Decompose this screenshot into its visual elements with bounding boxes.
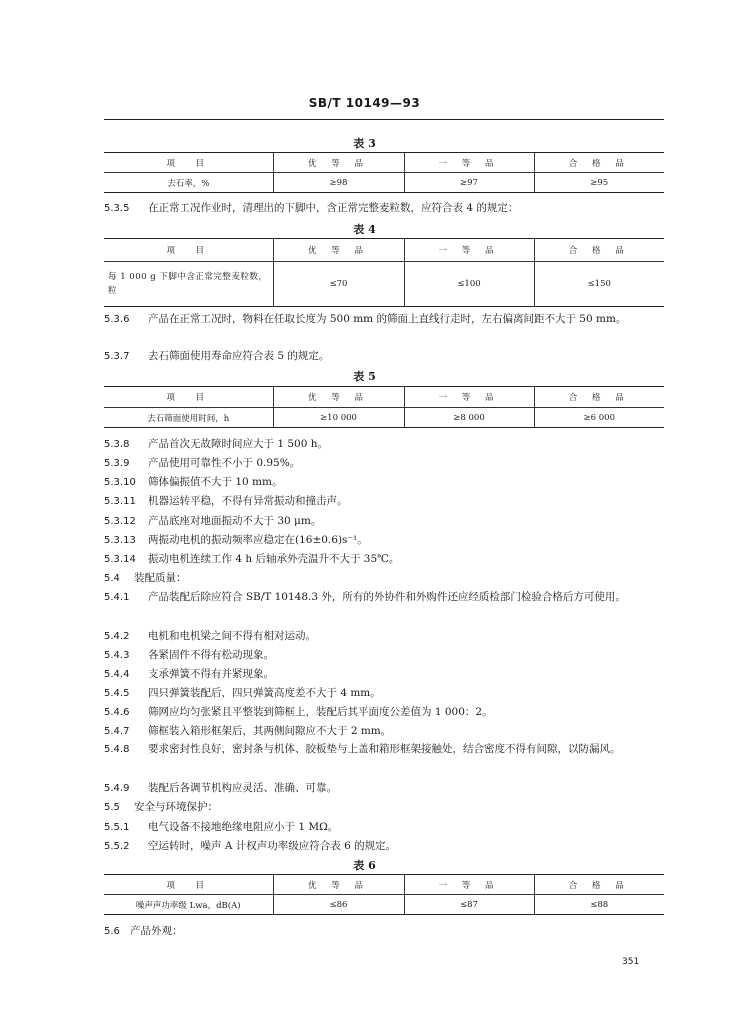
clause-text: 各紧固件不得有松动现象。 bbox=[148, 649, 274, 661]
clause-5-3-7 bbox=[104, 349, 664, 364]
clause-5-5-1 bbox=[104, 820, 664, 835]
section-5-6 bbox=[104, 924, 664, 939]
clause-number: 5.5.2 bbox=[104, 841, 130, 852]
clause-5-4-2 bbox=[104, 629, 664, 644]
table6-col-first: 一 等 品 bbox=[404, 875, 534, 895]
table6-cell-superior: ≤86 bbox=[273, 895, 404, 915]
clause-5-4-1 bbox=[104, 588, 664, 607]
table3-caption: 表 3 bbox=[353, 137, 376, 150]
clause-number: 5.3.11 bbox=[104, 496, 136, 507]
table-row bbox=[104, 262, 664, 307]
clause-5-3-9 bbox=[104, 456, 664, 471]
table5-cell-qualified: ≥6 000 bbox=[534, 408, 664, 428]
table5-col-item: 项 目 bbox=[104, 387, 273, 408]
clause-number: 5.4.1 bbox=[104, 592, 130, 603]
clause-5-4-3 bbox=[104, 648, 664, 663]
table3-cell-item: 去石率，% bbox=[104, 173, 273, 193]
clause-5-4-8 bbox=[104, 740, 664, 759]
clause-number: 5.5 bbox=[104, 802, 120, 813]
clause-number: 5.3.6 bbox=[104, 314, 130, 325]
clause-text: 产品首次无故障时间应大于 1 500 h。 bbox=[148, 438, 328, 450]
table5-caption: 表 5 bbox=[353, 370, 376, 383]
clause-number: 5.3.7 bbox=[104, 351, 130, 362]
clause-text: 产品外观： bbox=[130, 925, 183, 937]
table3-cell-superior: ≥98 bbox=[273, 173, 404, 193]
clause-number: 5.3.12 bbox=[104, 516, 136, 527]
table5-col-qualified: 合 格 品 bbox=[534, 387, 664, 408]
clause-text: 振动电机连续工作 4 h 后轴承外壳温升不大于 35℃。 bbox=[148, 553, 400, 565]
clause-text: 产品在正常工况时，物料在任取长度为 500 mm 的筛面上直线行走时，左右偏离间距不大于 50 mm。 bbox=[148, 313, 627, 325]
page-number: 351 bbox=[622, 957, 640, 967]
clause-number: 5.4 bbox=[104, 573, 120, 584]
section-5-4 bbox=[104, 571, 664, 586]
table4 bbox=[104, 238, 664, 307]
clause-number: 5.4.4 bbox=[104, 669, 130, 680]
clause-number: 5.5.1 bbox=[104, 822, 130, 833]
clause-5-3-11 bbox=[104, 494, 664, 509]
table4-header-row bbox=[104, 239, 664, 262]
clause-number: 5.4.7 bbox=[104, 726, 130, 737]
clause-text: 筛体偏振值不大于 10 mm。 bbox=[148, 476, 283, 488]
clause-text: 两振动电机的振动频率应稳定在(16±0.6)s⁻¹。 bbox=[148, 534, 368, 546]
clause-number: 5.3.13 bbox=[104, 535, 136, 546]
clause-5-5-2 bbox=[104, 839, 664, 854]
clause-text: 电气设备不接地绝缘电阻应小于 1 MΩ。 bbox=[148, 821, 339, 833]
clause-text: 在正常工况作业时，清理出的下脚中，含正常完整麦粒数，应符合表 4 的规定： bbox=[148, 202, 519, 214]
table-row bbox=[104, 173, 664, 193]
clause-text: 装配质量： bbox=[134, 572, 187, 584]
clause-5-3-13 bbox=[104, 533, 664, 548]
section-5-5 bbox=[104, 800, 664, 815]
table3-col-item: 项 目 bbox=[104, 153, 273, 173]
table5-header-row bbox=[104, 387, 664, 408]
table6-cell-item: 噪声声功率级 Lwa，dB(A) bbox=[104, 895, 273, 915]
table-row bbox=[104, 895, 664, 915]
clause-text: 产品使用可靠性不小于 0.95%。 bbox=[148, 457, 301, 469]
clause-number: 5.3.14 bbox=[104, 554, 136, 565]
table4-cell-item: 每 1 000 g 下脚中含正常完整麦粒数，粒 bbox=[104, 262, 273, 307]
table6-col-item: 项 目 bbox=[104, 875, 273, 895]
clause-number: 5.4.2 bbox=[104, 631, 130, 642]
table4-cell-qualified: ≤150 bbox=[534, 262, 664, 307]
table5-cell-first: ≥8 000 bbox=[404, 408, 534, 428]
table6-cell-qualified: ≤88 bbox=[534, 895, 664, 915]
table6 bbox=[104, 874, 664, 915]
table4-col-qualified: 合 格 品 bbox=[534, 239, 664, 262]
clause-5-4-9 bbox=[104, 781, 664, 796]
clause-text: 机器运转平稳，不得有异常振动和撞击声。 bbox=[148, 495, 348, 507]
standard-number-header: SB/T 10149—93 bbox=[308, 96, 421, 110]
table5-cell-item: 去石筛面使用时间，h bbox=[104, 408, 273, 428]
clause-5-3-14 bbox=[104, 552, 664, 567]
clause-text: 产品装配后除应符合 SB/T 10148.3 外，所有的外协件和外购件还应经质检部门检验合格后方可使用。 bbox=[148, 591, 626, 603]
table3-col-superior: 优 等 品 bbox=[273, 153, 404, 173]
clause-number: 5.6 bbox=[104, 926, 120, 937]
table3-header-row bbox=[104, 153, 664, 173]
clause-number: 5.3.8 bbox=[104, 439, 130, 450]
table4-col-superior: 优 等 品 bbox=[273, 239, 404, 262]
table3 bbox=[104, 152, 664, 193]
clause-5-4-6 bbox=[104, 705, 664, 720]
clause-text: 装配后各调节机构应灵活、准确、可靠。 bbox=[148, 782, 337, 794]
table3-col-first: 一 等 品 bbox=[404, 153, 534, 173]
table4-col-item: 项 目 bbox=[104, 239, 273, 262]
clause-number: 5.4.6 bbox=[104, 707, 130, 718]
table5-col-superior: 优 等 品 bbox=[273, 387, 404, 408]
clause-text: 空运转时，噪声 A 计权声功率级应符合表 6 的规定。 bbox=[148, 840, 397, 852]
header-rule bbox=[104, 119, 664, 120]
clause-text: 电机和电机梁之间不得有相对运动。 bbox=[148, 630, 316, 642]
table6-cell-first: ≤87 bbox=[404, 895, 534, 915]
table4-caption: 表 4 bbox=[353, 223, 376, 236]
table6-col-qualified: 合 格 品 bbox=[534, 875, 664, 895]
clause-text: 产品底座对地面振动不大于 30 μm。 bbox=[148, 515, 322, 527]
table5-cell-superior: ≥10 000 bbox=[273, 408, 404, 428]
clause-number: 5.3.5 bbox=[104, 203, 130, 214]
table6-col-superior: 优 等 品 bbox=[273, 875, 404, 895]
clause-text: 去石筛面使用寿命应符合表 5 的规定。 bbox=[148, 350, 330, 362]
table3-cell-first: ≥97 bbox=[404, 173, 534, 193]
table3-col-qualified: 合 格 品 bbox=[534, 153, 664, 173]
table-row bbox=[104, 408, 664, 428]
clause-5-3-6 bbox=[104, 310, 664, 329]
table6-caption: 表 6 bbox=[353, 859, 376, 872]
table4-cell-first: ≤100 bbox=[404, 262, 534, 307]
clause-5-4-5 bbox=[104, 686, 664, 701]
clause-number: 5.4.5 bbox=[104, 688, 130, 699]
clause-number: 5.3.9 bbox=[104, 458, 130, 469]
table6-header-row bbox=[104, 875, 664, 895]
clause-text: 筛网应均匀张紧且平整装到筛框上，装配后其平面度公差值为 1 000：2。 bbox=[148, 706, 493, 718]
clause-5-4-4 bbox=[104, 667, 664, 682]
table3-cell-qualified: ≥95 bbox=[534, 173, 664, 193]
clause-5-4-7 bbox=[104, 724, 664, 739]
table5 bbox=[104, 386, 664, 428]
table5-col-first: 一 等 品 bbox=[404, 387, 534, 408]
clause-number: 5.3.10 bbox=[104, 477, 136, 488]
clause-number: 5.4.9 bbox=[104, 783, 130, 794]
clause-text: 四只弹簧装配后，四只弹簧高度差不大于 4 mm。 bbox=[148, 687, 381, 699]
clause-5-3-12 bbox=[104, 514, 664, 529]
table4-cell-superior: ≤70 bbox=[273, 262, 404, 307]
clause-text: 支承弹簧不得有并紧现象。 bbox=[148, 668, 274, 680]
clause-text: 安全与环境保护： bbox=[134, 801, 218, 813]
table4-col-first: 一 等 品 bbox=[404, 239, 534, 262]
clause-number: 5.4.3 bbox=[104, 650, 130, 661]
clause-text: 要求密封性良好，密封条与机体、胶板垫与上盖和箱形框架接触处，结合密度不得有间隙，以防漏风。 bbox=[148, 743, 621, 755]
clause-5-3-8 bbox=[104, 437, 664, 452]
clause-5-3-10 bbox=[104, 475, 664, 490]
clause-5-3-5 bbox=[104, 201, 664, 216]
clause-text: 筛框装入箱形框架后，其两侧间隙应不大于 2 mm。 bbox=[148, 725, 392, 737]
clause-number: 5.4.8 bbox=[104, 744, 130, 755]
